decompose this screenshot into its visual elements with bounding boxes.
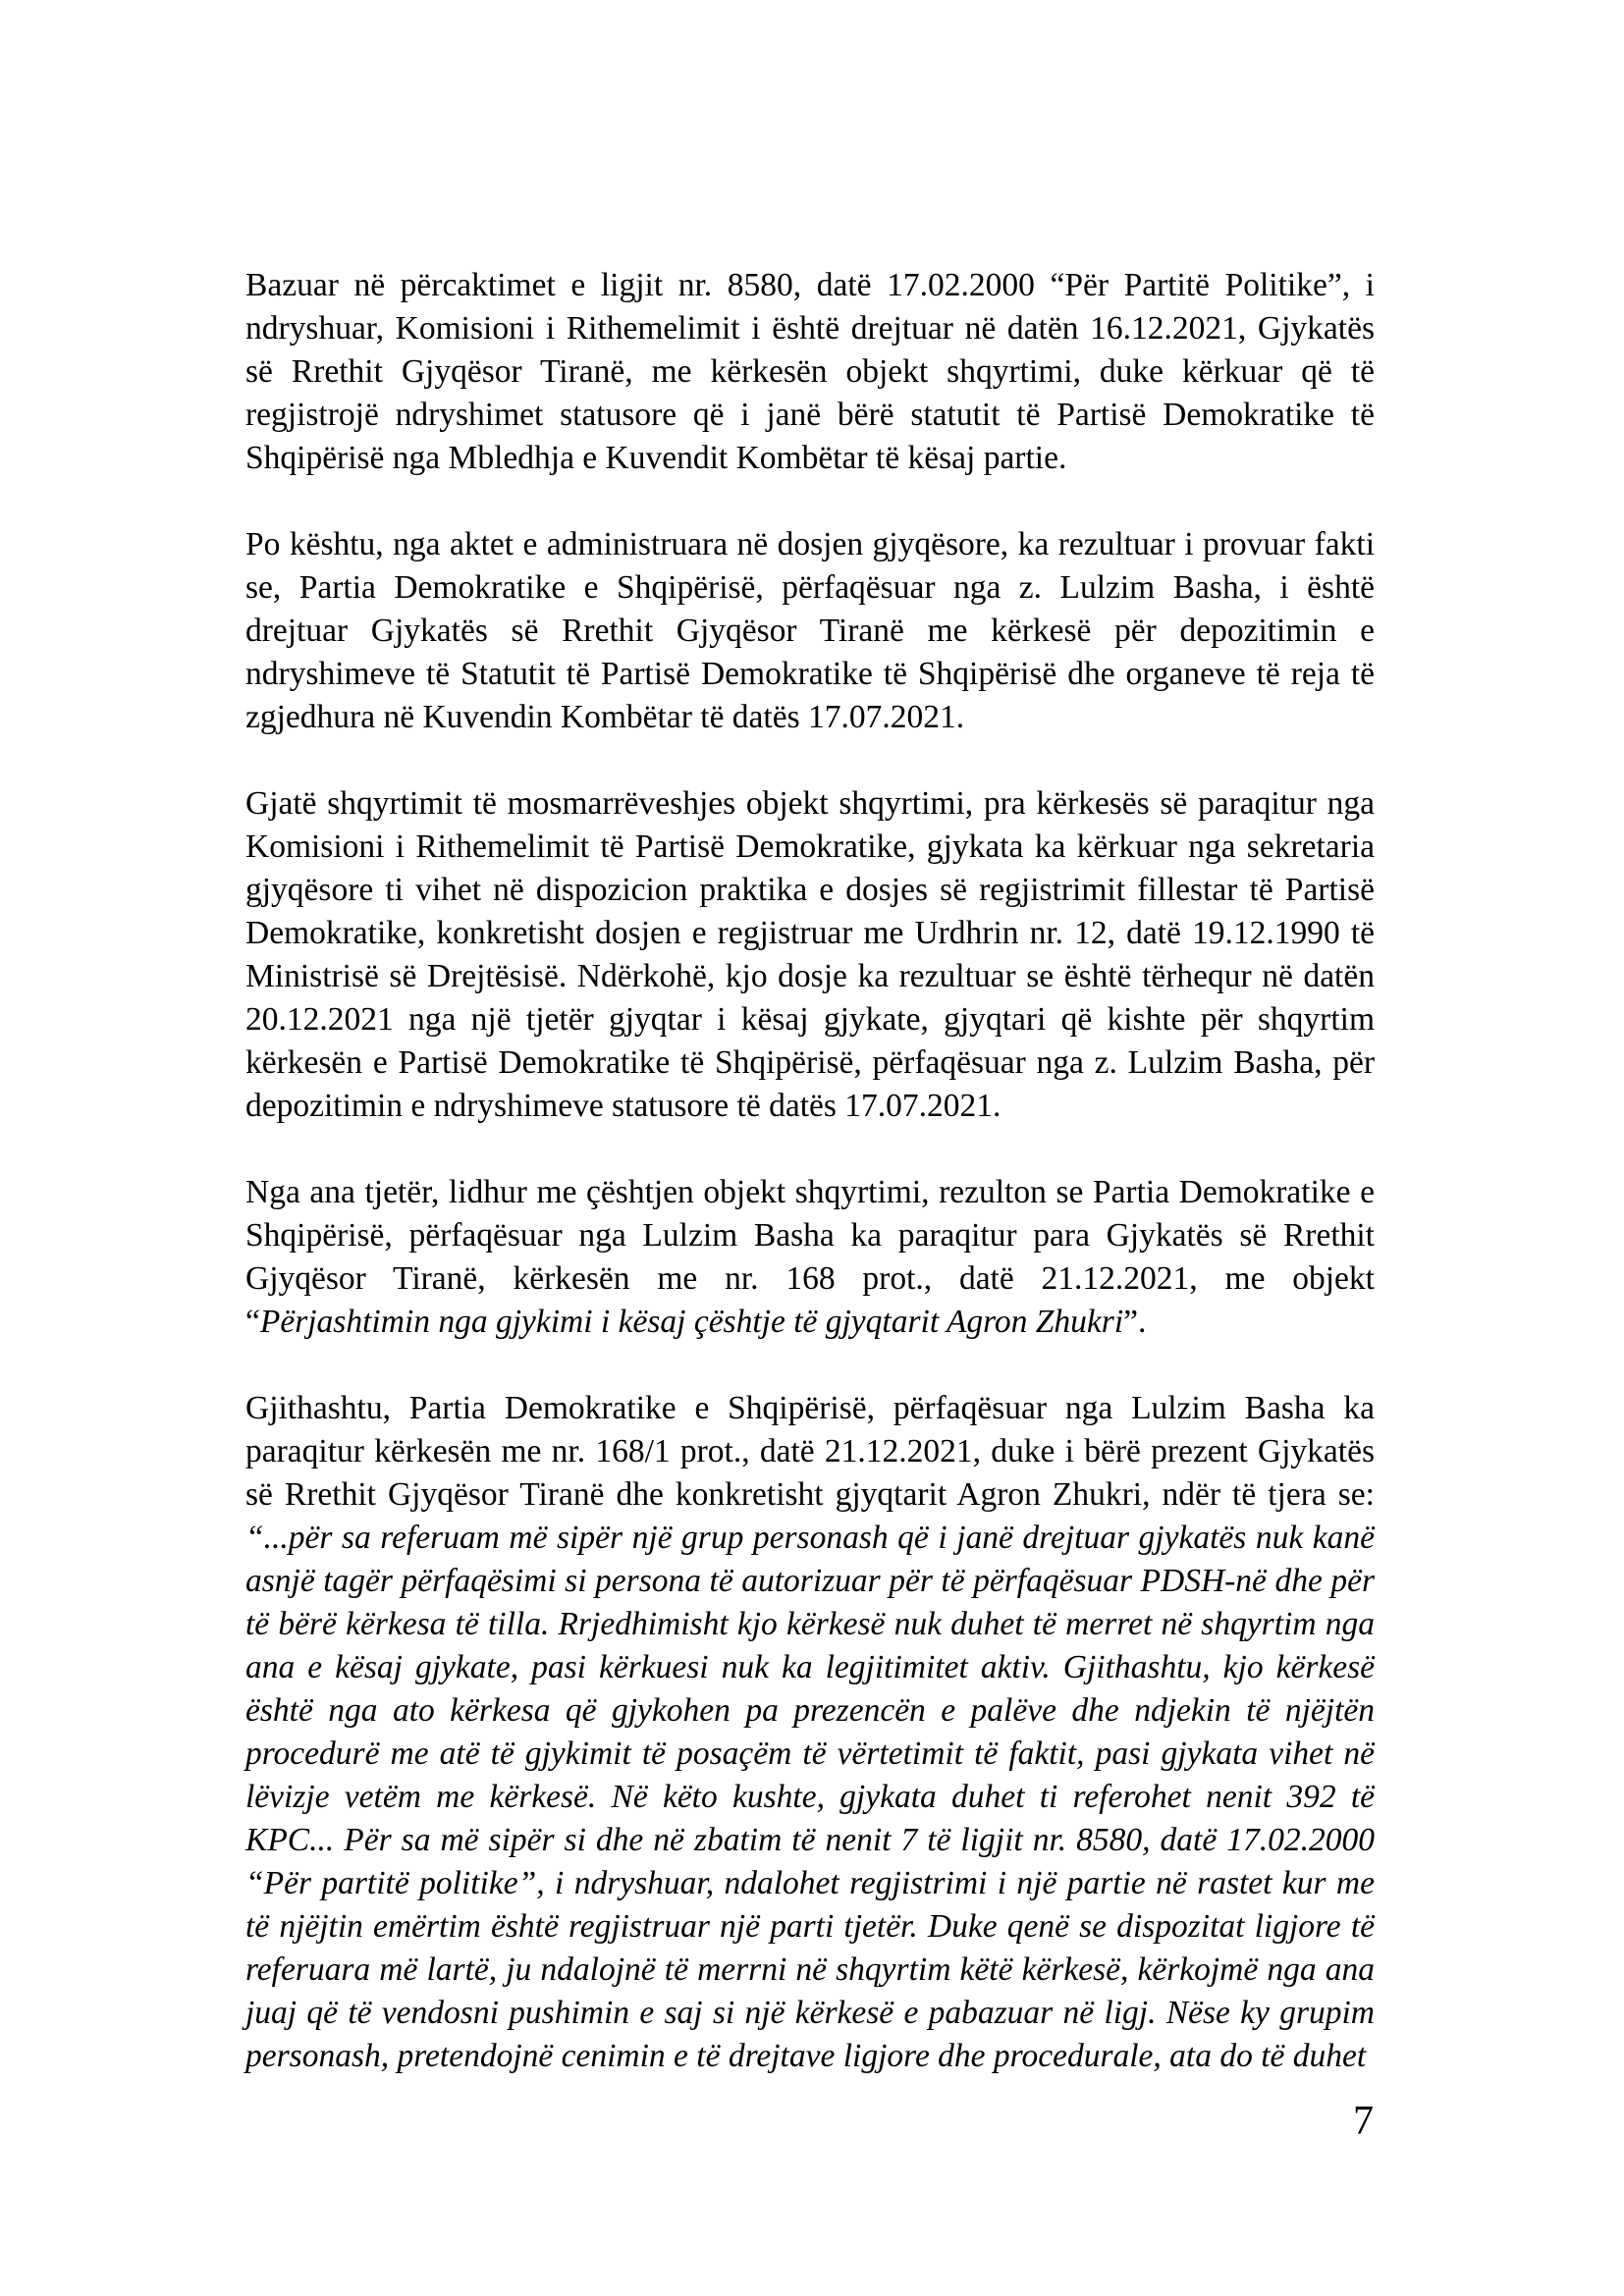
page-number: 7 <box>1353 2099 1374 2144</box>
text-run: ”. <box>1123 1304 1147 1340</box>
paragraph-2 <box>245 523 1375 739</box>
text-run: Gjithashtu, Partia Demokratike e Shqipërisë, përfaqësuar nga Lulzim Basha ka paraqitur kërkesën me nr. 168/1 prot., datë 21.12.2021, duke i bërë prezent Gjykatës së Rrethit Gjyqësor Tiranë dhe konkretisht gjyqtarit Agron Zhukri, ndër të tjera se: <box>245 1390 1375 1513</box>
paragraph-4 <box>245 1171 1375 1344</box>
paragraph-3 <box>245 782 1375 1128</box>
text-run: Gjatë shqyrtimit të mosmarrëveshjes objekt shqyrtimi, pra kërkesës së paraqitur nga Komisioni i Rithemelimit të Partisë Demokratike, gjykata ka kërkuar nga sekretaria gjyqësore ti vihet në dispozicion praktika e dosjes së regjistrimit fillestar të Partisë Demokratike, konkretisht dosjen e regjistruar me Urdhrin nr. 12, datë 19.12.1990 të Ministrisë së Drejtësisë. Ndërkohë, kjo dosje ka rezultuar se është tërhequr në datën 20.12.2021 nga një tjetër gjyqtar i kësaj gjykate, gjyqtari që kishte për shqyrtim kërkesën e Partisë Demokratike të Shqipërisë, përfaqësuar nga z. Lulzim Basha, për depozitimin e ndryshimeve statusore të datës 17.07.2021. <box>245 785 1375 1124</box>
paragraph-5 <box>245 1387 1375 2078</box>
text-run: Po kështu, nga aktet e administruara në dosjen gjyqësore, ka rezultuar i provuar fakti se, Partia Demokratike e Shqipërisë, përfaqësuar nga z. Lulzim Basha, i është drejtuar Gjykatës së Rrethit Gjyqësor Tiranë me kërkesë për depozitimin e ndryshimeve të Statutit të Partisë Demokratike të Shqipërisë dhe organeve të reja të zgjedhura në Kuvendin Kombëtar të datës 17.07.2021. <box>245 526 1375 735</box>
document-body-text <box>245 264 1375 2078</box>
text-run-italic-quote: Përjashtimin nga gjykimi i kësaj çështje të gjyqtarit Agron Zhukri <box>259 1304 1124 1340</box>
text-run: Bazuar në përcaktimet e ligjit nr. 8580, datë 17.02.2000 “Për Partitë Politike”, i ndryshuar, Komisioni i Rithemelimit i është drejtuar në datën 16.12.2021, Gjykatës së Rrethit Gjyqësor Tiranë, me kërkesën objekt shqyrtimi, duke kërkuar që të regjistrojë ndryshimet statusore që i janë bërë statutit të Partisë Demokratike të Shqipërisë nga Mbledhja e Kuvendit Kombëtar të kësaj partie. <box>245 267 1375 476</box>
text-run-italic-quote: “...për sa referuam më sipër një grup personash që i janë drejtuar gjykatës nuk kanë asnjë tagër përfaqësimi si persona të autorizuar për të përfaqësuar PDSH-në dhe për të bërë kërkesa të tilla. Rrjedhimisht kjo kërkesë nuk duhet të merret në shqyrtim nga ana e kësaj gjykate, pasi kërkuesi nuk ka legjitimitet aktiv. Gjithashtu, kjo kërkesë është nga ato kërkesa që gjykohen pa prezencën e palëve dhe ndjekin të njëjtën procedurë me atë të gjykimit të posaçëm të vërtetimit të faktit, pasi gjykata vihet në lëvizje vetëm me kërkesë. Në këto kushte, gjykata duhet ti referohet nenit 392 të KPC... Për sa më sipër si dhe në zbatim të nenit 7 të ligjit nr. 8580, datë 17.02.2000 “Për partitë politike”, i ndryshuar, ndalohet regjistrimi i një partie në rastet kur me të njëjtin emërtim është regjistruar një parti tjetër. Duke qenë se dispozitat ligjore të referuara më lartë, ju ndalojnë të merrni në shqyrtim këtë kërkesë, kërkojmë nga ana juaj që të vendosni pushimin e saj si një kërkesë e pabazuar në ligj. Nëse ky grupim personash, pretendojnë cenimin e të drejtave ligjore dhe procedurale, ata do të duhet <box>245 1520 1375 2074</box>
text-run: Nga ana tjetër, lidhur me çështjen objekt shqyrtimi, rezulton se Partia Demokratike e Shqipërisë, përfaqësuar nga Lulzim Basha ka paraqitur para Gjykatës së Rrethit Gjyqësor Tiranë, kërkesën me nr. 168 prot., datë 21.12.2021, me objekt “ <box>245 1174 1375 1340</box>
paragraph-1 <box>245 264 1375 480</box>
